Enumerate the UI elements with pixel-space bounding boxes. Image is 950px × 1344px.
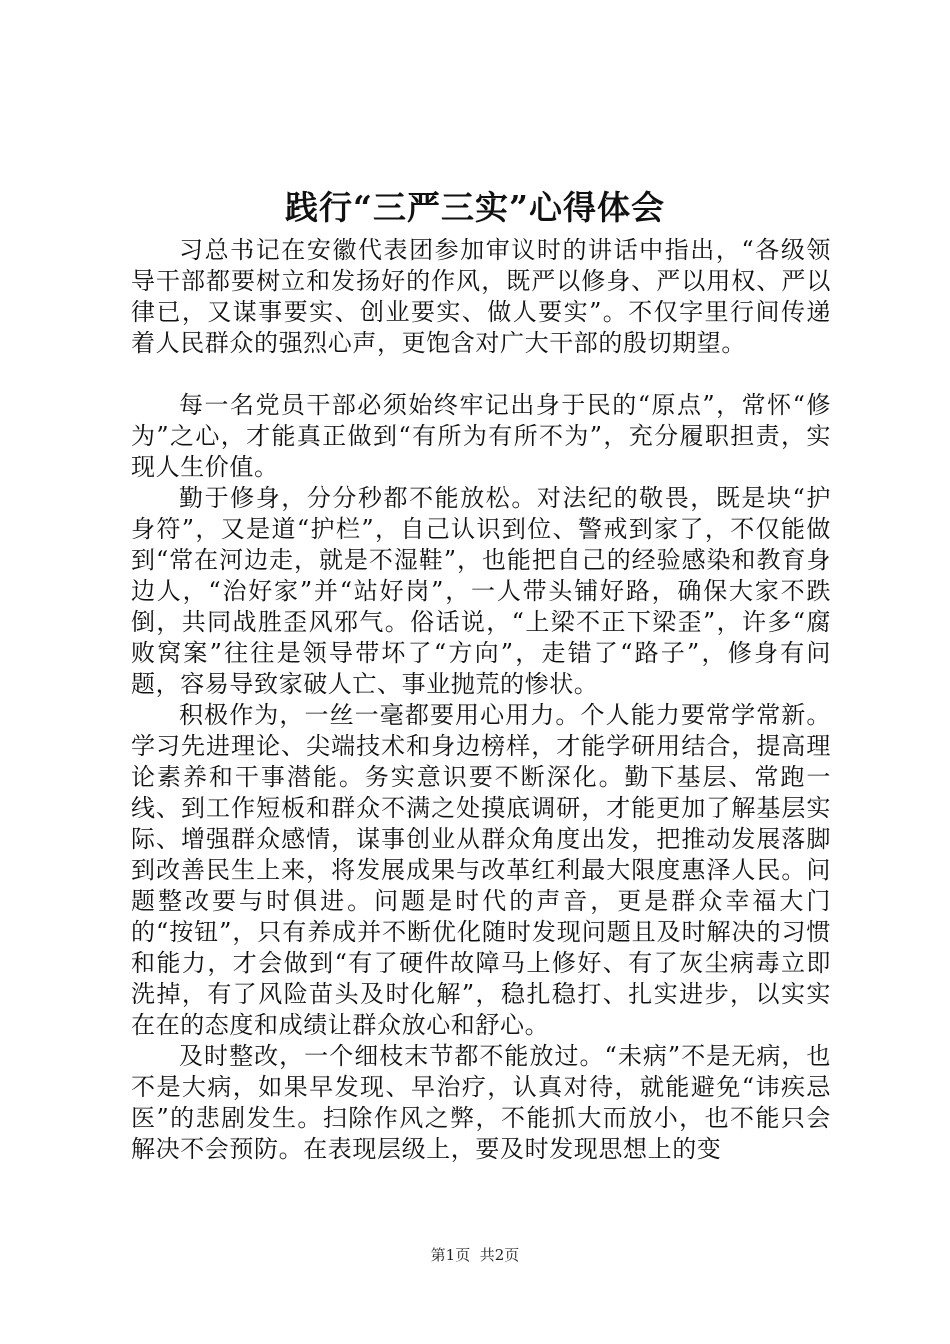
paragraph-3: 勤于修身，分分秒都不能放松。对法纪的敬畏，既是块“护身符”，又是道“护栏”，自己认识到位、警戒到家了，不仅能做到“常在河边走，就是不湿鞋”，也能把自己的经验感染和教育身边人，“治好家”并“站好岗”，一人带头铺好路，确保大家不跌倒，共同战胜歪风邪气。俗话说，“上梁不正下梁歪”，许多“腐败窝案”往往是领导带坏了“方向”，走错了“路子”，修身有问题，容易导致家破人亡、事业抛荒的惨状。 [131,484,831,698]
total-pages: 共2页 [479,1246,520,1264]
paragraph-gap [131,359,831,390]
page-footer [0,1245,950,1265]
document-body [131,235,831,1165]
paragraph-2: 每一名党员干部必须始终牢记出身于民的“原点”，常怀“修为”之心，才能真正做到“有所为有所不为”，充分履职担责，实现人生价值。 [131,391,831,481]
paragraph-4: 积极作为，一丝一毫都要用心用力。个人能力要常学常新。学习先进理论、尖端技术和身边榜样，才能学研用结合，提高理论素养和干事潜能。务实意识要不断深化。勤下基层、常跑一线、到工作短板和群众不满之处摸底调研，才能更加了解基层实际、增强群众感情，谋事创业从群众角度出发，把推动发展落脚到改善民生上来，将发展成果与改革红利最大限度惠泽人民。问题整改要与时俱进。问题是时代的声音，更是群众幸福大门的“按钮”，只有养成并不断优化随时发现问题且及时解决的习惯和能力，才会做到“有了硬件故障马上修好、有了灰尘病毒立即洗掉，有了风险苗头及时化解”，稳扎稳打、扎实进步，以实实在在的态度和成绩让群众放心和舒心。 [131,701,831,1039]
paragraph-5: 及时整改，一个细枝末节都不能放过。“未病”不是无病，也不是大病，如果早发现、早治疗，认真对待，就能避免“讳疾忌医”的悲剧发生。扫除作风之弊，不能抓大而放小，也不能只会解决不会预防。在表现层级上，要及时发现思想上的变 [131,1042,831,1163]
footer-spacer [470,1246,480,1264]
document-title: 践行“三严三实”心得体会 [285,188,665,227]
paragraph-1: 习总书记在安徽代表团参加审议时的讲话中指出，“各级领导干部都要树立和发扬好的作风，既严以修身、严以用权、严以律已，又谋事要实、创业要实、做人要实”。不仅字里行间传递着人民群众的强烈心声，更饱含对广大干部的殷切期望。 [131,236,831,357]
page-number: 第1页 [430,1246,471,1264]
